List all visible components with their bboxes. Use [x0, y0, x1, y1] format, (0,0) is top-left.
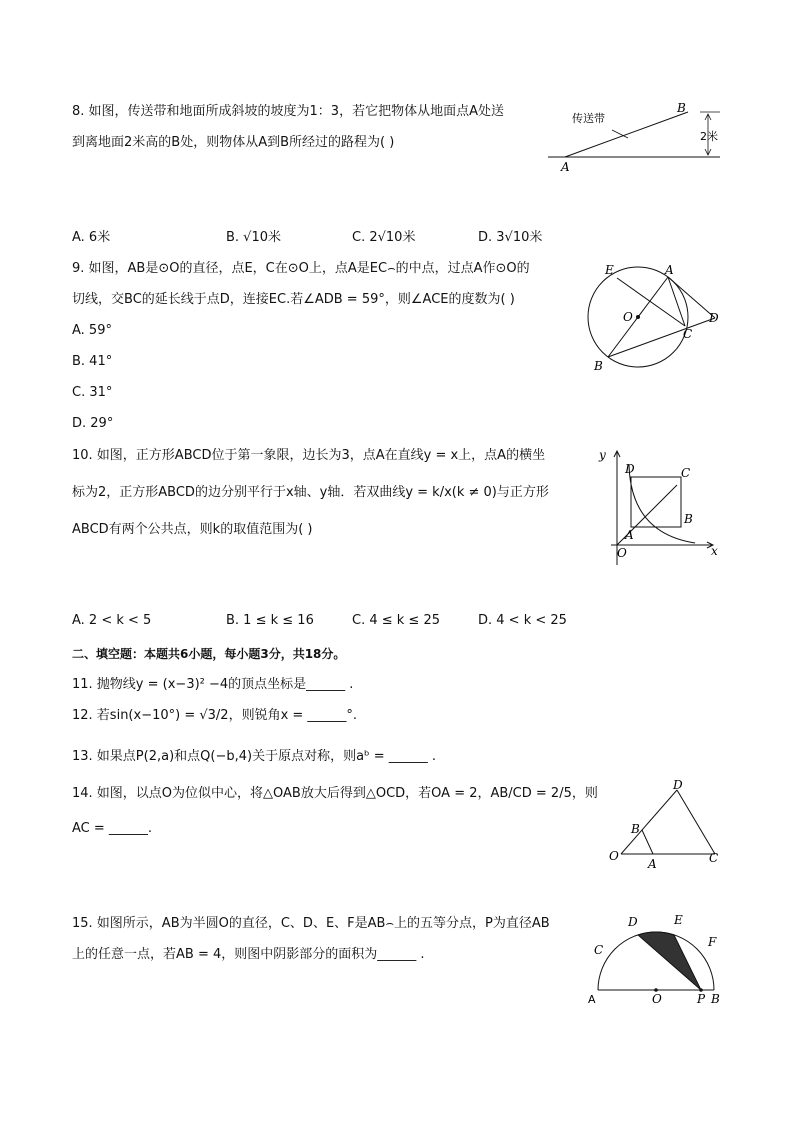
shaded-region [638, 932, 701, 990]
q10-option-a[interactable]: A. 2 < k < 5 [72, 613, 152, 628]
q8-option-d[interactable]: D. 3√10米 [478, 230, 543, 245]
q8-option-a[interactable]: A. 6米 [72, 230, 111, 245]
q8-option-b[interactable]: B. √10米 [226, 230, 282, 245]
q10-line3: ABCD有两个公共点，则k的取值范围为( ) [72, 522, 313, 537]
q8-line2: 到离地面2米高的B处，则物体从A到B所经过的路程为( ) [72, 135, 395, 150]
label-C: C [681, 466, 691, 480]
q15-figure [588, 908, 728, 1008]
label-x: x [711, 544, 718, 558]
square-ABCD [631, 477, 681, 527]
label-O: O [623, 310, 633, 324]
label-O: O [609, 849, 619, 863]
label-A: A [588, 993, 596, 1006]
label-P: P [697, 992, 706, 1006]
q9-line1: 9. 如图，AB是⊙O的直径，点E，C在⊙O上，点A是EC⌢的中点，过点A作⊙O的 [72, 261, 530, 276]
label-B: B [684, 512, 693, 526]
point-A-label: A [561, 160, 570, 174]
label-C: C [683, 327, 693, 341]
q8-option-c[interactable]: C. 2√10米 [352, 230, 416, 245]
label-C: C [594, 943, 604, 957]
label-A: A [665, 263, 674, 277]
q9-figure [580, 258, 730, 378]
q14-line1: 14. 如图，以点O为位似中心，将△OAB放大后得到△OCD，若OA = 2，AB/CD = 2/5，则 [72, 786, 598, 801]
label-B: B [631, 822, 640, 836]
label-F: F [708, 935, 717, 949]
label-O: O [617, 546, 627, 560]
q10-option-c[interactable]: C. 4 ≤ k ≤ 25 [352, 613, 440, 628]
q12-text: 12. 若sin(x−10°) = √3/2，则锐角x = ______°. [72, 708, 358, 723]
q11-text: 11. 抛物线y = (x−3)² −4的顶点坐标是______ . [72, 677, 354, 692]
q8-figure [540, 100, 730, 180]
q10-figure [595, 445, 725, 570]
label-D: D [625, 462, 635, 476]
label-E: E [674, 913, 683, 927]
label-D: D [709, 311, 719, 325]
label-C: C [709, 851, 719, 865]
q9-line2: 切线，交BC的延长线于点D，连接EC.若∠ADB = 59°，则∠ACE的度数为( ) [72, 292, 515, 307]
label-O: O [652, 992, 662, 1006]
q15-line2: 上的任意一点，若AB = 4，则图中阴影部分的面积为______ . [72, 947, 425, 962]
q15-line1: 15. 如图所示，AB为半圆O的直径，C、D、E、F是AB⌢上的五等分点，P为直径AB [72, 916, 550, 931]
q10-option-b[interactable]: B. 1 ≤ k ≤ 16 [226, 613, 314, 628]
q9-option-d[interactable]: D. 29° [72, 416, 114, 431]
center-dot [636, 315, 640, 319]
label-A: A [625, 528, 634, 542]
label-B: B [594, 359, 603, 373]
label-D: D [673, 778, 683, 792]
q9-option-c[interactable]: C. 31° [72, 385, 113, 400]
label-A: A [648, 857, 657, 871]
label-D: D [628, 915, 638, 929]
height-label: 2米 [700, 130, 718, 143]
belt-label: 传送带 [572, 112, 605, 125]
q9-option-a[interactable]: A. 59° [72, 323, 112, 338]
q10-option-d[interactable]: D. 4 < k < 25 [478, 613, 567, 628]
label-E: E [605, 263, 614, 277]
section-heading: 二、填空题：本题共6小题，每小题3分，共18分。 [72, 647, 346, 661]
q13-text: 13. 如果点P(2,a)和点Q(−b,4)关于原点对称，则aᵇ = ______ . [72, 749, 437, 764]
q8-line1: 8. 如图，传送带和地面所成斜坡的坡度为1：3，若它把物体从地面点A处送 [72, 104, 504, 119]
line-DC [677, 790, 715, 854]
q9-option-b[interactable]: B. 41° [72, 354, 113, 369]
q10-line1: 10. 如图，正方形ABCD位于第一象限，边长为3，点A在直线y = x上，点A的横坐 [72, 448, 546, 463]
q14-line2: AC = ______. [72, 821, 153, 836]
label-B: B [711, 992, 720, 1006]
line-BA [642, 830, 653, 854]
q14-figure [605, 778, 730, 873]
label-y: y [599, 448, 606, 462]
point-B-label: B [677, 101, 686, 115]
q10-line2: 标为2，正方形ABCD的边分别平行于x轴、y轴．若双曲线y = k/x(k ≠ 0)与正方形 [72, 485, 549, 500]
